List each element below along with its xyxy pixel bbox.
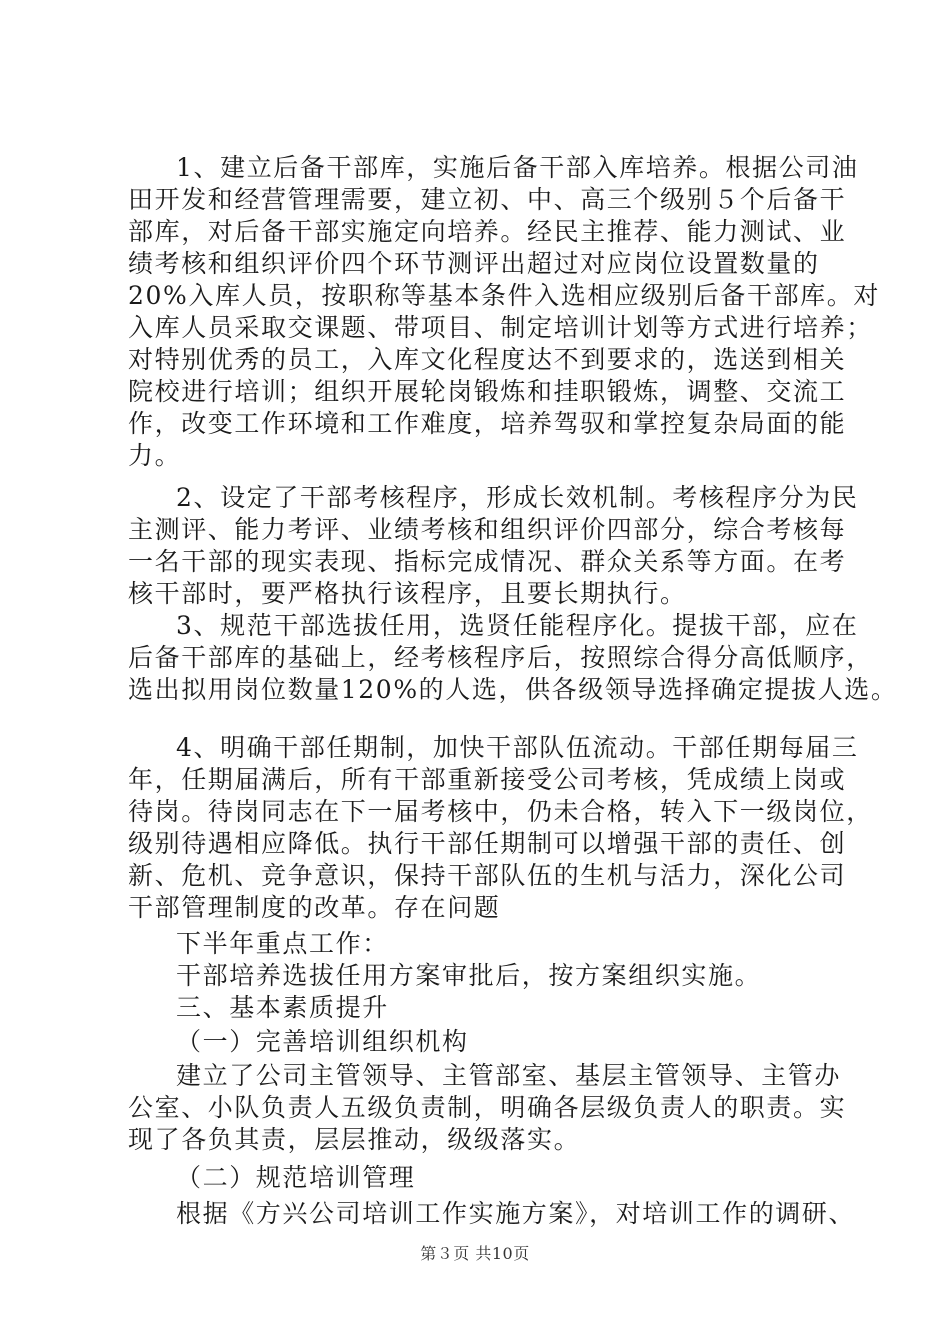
paragraph-4-line-1: 4、明确干部任期制，加快干部队伍流动。干部任期每届三 bbox=[176, 733, 859, 762]
paragraph-2-line-3: 一名干部的现实表现、指标完成情况、群众关系等方面。在考 bbox=[128, 547, 847, 576]
paragraph-1-line-10: 力。 bbox=[128, 441, 182, 470]
paragraph-4-line-6: 干部管理制度的改革。存在问题 bbox=[128, 893, 501, 922]
paragraph-5-line-3: 现了各负其责，层层推动，级级落实。 bbox=[128, 1125, 581, 1154]
paragraph-1-line-6: 入库人员采取交课题、带项目、制定培训计划等方式进行培养； bbox=[128, 313, 873, 342]
paragraph-1-line-5: 20%入库人员，按职称等基本条件入选相应级别后备干部库。对 bbox=[128, 281, 880, 310]
paragraph-1-line-2: 田开发和经营管理需要，建立初、中、高三个级别５个后备干 bbox=[128, 185, 847, 214]
paragraph-2-line-4: 核干部时，要严格执行该程序，且要长期执行。 bbox=[128, 579, 687, 608]
subsection-one-heading: （一）完善培训组织机构 bbox=[176, 1027, 469, 1056]
paragraph-1-line-9: 作，改变工作环境和工作难度，培养驾驭和掌控复杂局面的能 bbox=[128, 409, 847, 438]
paragraph-5-line-2: 公室、小队负责人五级负责制，明确各层级负责人的职责。实 bbox=[128, 1093, 847, 1122]
section-three-heading: 三、基本素质提升 bbox=[176, 993, 389, 1022]
page-number-footer: 第３页 共10页 bbox=[420, 1244, 530, 1263]
paragraph-2-line-2: 主测评、能力考评、业绩考核和组织评价四部分，综合考核每 bbox=[128, 515, 847, 544]
paragraph-3-line-1: 3、规范干部选拔任用，选贤任能程序化。提拔干部，应在 bbox=[176, 611, 859, 640]
paragraph-6-line-1: 根据《方兴公司培训工作实施方案》，对培训工作的调研、 bbox=[176, 1199, 856, 1228]
paragraph-3-line-3: 选出拟用岗位数量120%的人选，供各级领导选择确定提拔人选。 bbox=[128, 675, 898, 704]
paragraph-1-line-1: 1、建立后备干部库，实施后备干部入库培养。根据公司油 bbox=[176, 153, 859, 182]
paragraph-3-line-2: 后备干部库的基础上，经考核程序后，按照综合得分高低顺序， bbox=[128, 643, 873, 672]
paragraph-4-line-4: 级别待遇相应降低。执行干部任期制可以增强干部的责任、创 bbox=[128, 829, 847, 858]
paragraph-2-line-1: 2、设定了干部考核程序，形成长效机制。考核程序分为民 bbox=[176, 483, 859, 512]
paragraph-4-line-3: 待岗。待岗同志在下一届考核中，仍未合格，转入下一级岗位， bbox=[128, 797, 873, 826]
paragraph-1-line-4: 绩考核和组织评价四个环节测评出超过对应岗位设置数量的 bbox=[128, 249, 820, 278]
next-half-heading: 下半年重点工作： bbox=[176, 929, 389, 958]
paragraph-1-line-7: 对特别优秀的员工，入库文化程度达不到要求的，选送到相关 bbox=[128, 345, 847, 374]
next-half-text: 干部培养选拔任用方案审批后，按方案组织实施。 bbox=[176, 961, 762, 990]
paragraph-4-line-5: 新、危机、竞争意识，保持干部队伍的生机与活力，深化公司 bbox=[128, 861, 847, 890]
subsection-two-heading: （二）规范培训管理 bbox=[176, 1163, 416, 1192]
paragraph-1-line-8: 院校进行培训；组织开展轮岗锻炼和挂职锻炼，调整、交流工 bbox=[128, 377, 847, 406]
paragraph-1-line-3: 部库，对后备干部实施定向培养。经民主推荐、能力测试、业 bbox=[128, 217, 847, 246]
paragraph-5-line-1: 建立了公司主管领导、主管部室、基层主管领导、主管办 bbox=[176, 1061, 842, 1090]
paragraph-4-line-2: 年，任期届满后，所有干部重新接受公司考核，凭成绩上岗或 bbox=[128, 765, 847, 794]
